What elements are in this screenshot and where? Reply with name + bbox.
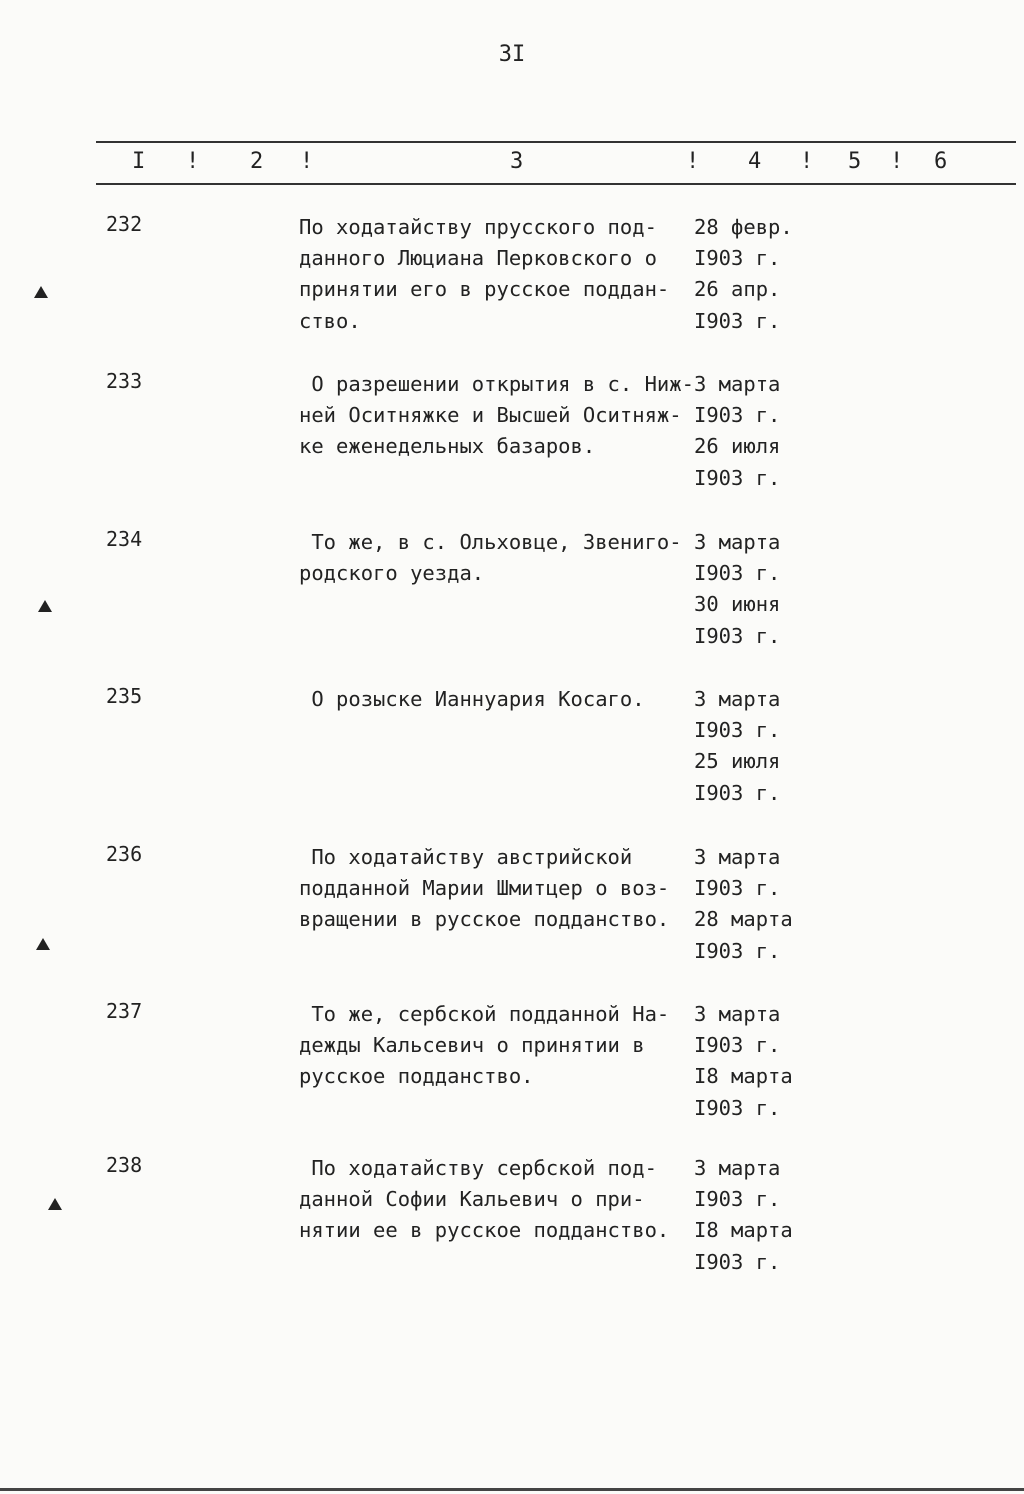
entry-description <box>299 527 694 589</box>
date-line: I903 г. <box>694 465 781 490</box>
entry-description <box>299 842 694 936</box>
page-number: 3I <box>498 42 526 67</box>
entry-dates <box>694 842 814 967</box>
date-line: I903 г. <box>694 1033 781 1058</box>
date-line: 30 июня <box>694 592 781 617</box>
date-line: 3 марта <box>694 1002 781 1026</box>
entry-number: 236 <box>106 842 143 866</box>
binding-hole-mark <box>34 286 48 298</box>
description-line: данной Софии Кальевич о при- <box>299 1187 645 1212</box>
entry-number: 232 <box>106 212 143 236</box>
date-line: I903 г. <box>694 1249 781 1274</box>
header-col-4: 4 <box>748 149 762 174</box>
date-line: I903 г. <box>694 623 781 648</box>
header-separator: ! <box>890 149 904 174</box>
table-header-rule <box>96 183 1016 185</box>
date-line: I903 г. <box>694 780 781 805</box>
header-separator: ! <box>686 149 700 174</box>
description-line: данного Люциана Перковского о <box>299 246 657 271</box>
entry-dates <box>694 212 814 337</box>
entry-description <box>299 212 694 337</box>
header-separator: ! <box>186 149 200 174</box>
entry-description <box>299 369 694 463</box>
description-line: То же, в с. Ольховце, Звениго- <box>299 530 682 554</box>
description-line: родского уезда. <box>299 561 485 586</box>
date-line: I903 г. <box>694 561 781 586</box>
date-line: 3 марта <box>694 845 781 869</box>
date-line: I903 г. <box>694 718 781 743</box>
date-line: I903 г. <box>694 308 781 333</box>
entry-number: 234 <box>106 527 143 551</box>
date-line: 3 марта <box>694 372 781 396</box>
description-line: По ходатайству прусского под- <box>299 215 657 239</box>
binding-hole-mark <box>36 938 50 950</box>
date-line: I903 г. <box>694 403 781 428</box>
header-col-5: 5 <box>848 149 862 174</box>
entry-dates <box>694 1153 814 1278</box>
description-line: О разрешении открытия в с. Ниж- <box>299 372 694 396</box>
entry-dates <box>694 999 814 1124</box>
date-line: I903 г. <box>694 1095 781 1120</box>
table-top-rule <box>96 141 1016 143</box>
binding-hole-mark <box>38 600 52 612</box>
description-line: ство. <box>299 308 361 333</box>
header-col-6: 6 <box>934 149 948 174</box>
date-line: 26 июля <box>694 434 781 459</box>
description-line: нятии ее в русское подданство. <box>299 1218 670 1243</box>
table-header <box>0 149 1024 175</box>
date-line: 3 марта <box>694 1156 781 1180</box>
header-separator: ! <box>800 149 814 174</box>
date-line: I903 г. <box>694 876 781 901</box>
entry-dates <box>694 369 814 494</box>
header-col-2: 2 <box>250 149 264 174</box>
date-line: 26 апр. <box>694 277 781 302</box>
page-bottom-edge <box>0 1488 1024 1491</box>
binding-hole-mark <box>48 1198 62 1210</box>
date-line: 25 июля <box>694 749 781 774</box>
description-line: То же, сербской подданной На- <box>299 1002 670 1026</box>
entry-description <box>299 684 694 715</box>
description-line: русское подданство. <box>299 1064 534 1089</box>
date-line: 28 февр. <box>694 215 793 239</box>
header-col-3: 3 <box>510 149 524 174</box>
entry-dates <box>694 527 814 652</box>
description-line: ней Оситняжке и Высшей Оситняж- <box>299 403 682 428</box>
date-line: 28 марта <box>694 907 793 932</box>
date-line: I903 г. <box>694 938 781 963</box>
description-line: ке еженедельных базаров. <box>299 434 596 459</box>
header-col-1: I <box>132 149 146 174</box>
description-line: подданной Марии Шмитцер о воз- <box>299 876 670 901</box>
date-line: 3 марта <box>694 687 781 711</box>
entry-number: 233 <box>106 369 143 393</box>
date-line: I8 марта <box>694 1218 793 1243</box>
entry-number: 235 <box>106 684 143 708</box>
date-line: I903 г. <box>694 1187 781 1212</box>
entry-number: 238 <box>106 1153 143 1177</box>
entry-number: 237 <box>106 999 143 1023</box>
description-line: О розыске Ианнуария Косаго. <box>299 687 645 711</box>
date-line: I8 марта <box>694 1064 793 1089</box>
date-line: I903 г. <box>694 246 781 271</box>
date-line: 3 марта <box>694 530 781 554</box>
entry-description <box>299 1153 694 1247</box>
description-line: дежды Кальсевич о принятии в <box>299 1033 645 1058</box>
description-line: По ходатайству австрийской <box>299 845 633 869</box>
description-line: вращении в русское подданство. <box>299 907 670 932</box>
description-line: По ходатайству сербской под- <box>299 1156 657 1180</box>
entry-dates <box>694 684 814 809</box>
description-line: принятии его в русское поддан- <box>299 277 670 302</box>
entry-description <box>299 999 694 1093</box>
header-separator: ! <box>300 149 314 174</box>
